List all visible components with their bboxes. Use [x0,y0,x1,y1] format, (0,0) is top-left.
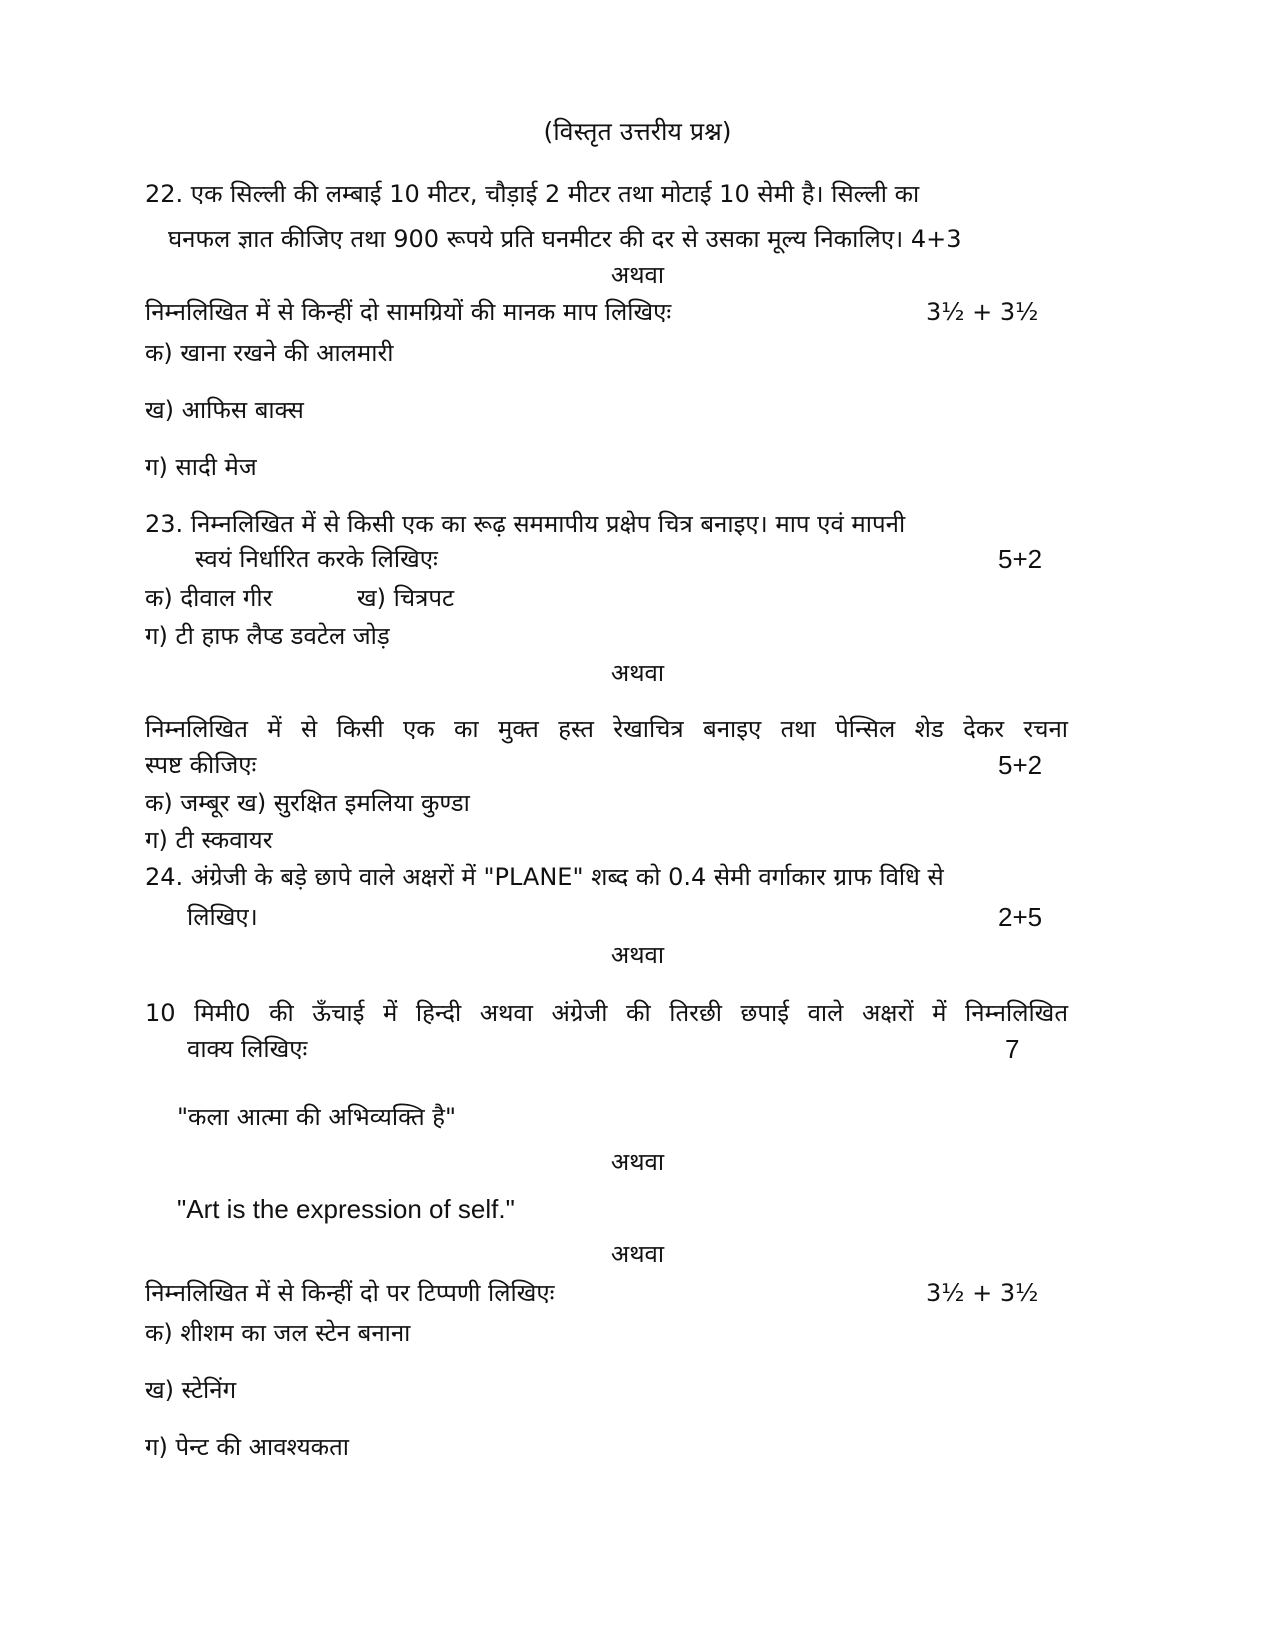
quote-english: "Art is the expression of self." [177,1194,515,1224]
q24-alt-line-1: 10 मिमी0 की ऊँचाई में हिन्दी अथवा अंग्रेजी की तिरछी छपाई वाले अक्षरों में निम्नलिखित [145,999,1068,1027]
q23-alt-option-c: ग) टी स्कवायर [145,826,273,854]
q22-alt-text: निम्नलिखित में से किन्हीं दो सामग्रियों की मानक माप लिखिएः [145,298,672,326]
q22-or: अथवा [610,261,665,289]
q23-line-1: 23. निम्नलिखित में से किसी एक का रूढ़ सममापीय प्रक्षेप चित्र बनाइए। माप एवं मापनी [145,510,906,538]
note-option-c: ग) पेन्ट की आवश्यकता [145,1433,349,1461]
note-option-b: ख) स्टेनिंग [145,1376,237,1404]
q23-line-2: स्वयं निर्धारित करके लिखिएः [195,545,438,573]
q23-alt-marks: 5+2 [998,750,1043,780]
q22-alt-marks: 3½ + 3½ [926,298,1039,326]
q23-alt-line-1: निम्नलिखित में से किसी एक का मुक्त हस्त रेखाचित्र बनाइए तथा पेन्सिल शेड देकर रचना [145,715,1068,743]
q24-or-2: अथवा [610,1148,665,1176]
q23-option-b: ख) चित्रपट [357,584,455,612]
quote-hindi: "कला आत्मा की अभिव्यक्ति है" [177,1103,457,1131]
note-instruction: निम्नलिखित में से किन्हीं दो पर टिप्पणी लिखिएः [145,1279,555,1307]
q23-option-a: क) दीवाल गीर [145,584,273,612]
note-option-a: क) शीशम का जल स्टेन बनाना [145,1319,411,1347]
q23-option-c: ग) टी हाफ लैप्ड डवटेल जोड़ [145,622,390,650]
q22-option-b: ख) आफिस बाक्स [145,396,304,424]
q24-line-1: 24. अंग्रेजी के बड़े छापे वाले अक्षरों में "PLANE" शब्द को 0.4 सेमी वर्गाकार ग्राफ विधि से [145,863,944,891]
q22-line-2: घनफल ज्ञात कीजिए तथा 900 रूपये प्रति घनमीटर की दर से उसका मूल्य निकालिए। 4+3 [168,225,962,253]
q24-alt-line-2: वाक्य लिखिएः [187,1035,308,1063]
note-marks: 3½ + 3½ [926,1279,1039,1307]
q24-alt-marks: 7 [1005,1034,1020,1064]
q24-marks: 2+5 [998,902,1043,932]
q24-line-2: लिखिए। [187,903,258,931]
q22-line-1: 22. एक सिल्ली की लम्बाई 10 मीटर, चौड़ाई 2 मीटर तथा मोटाई 10 सेमी है। सिल्ली का [145,180,920,208]
q24-or: अथवा [610,941,665,969]
q23-marks: 5+2 [998,544,1043,574]
section-heading: (विस्तृत उत्तरीय प्रश्न) [543,117,732,146]
q23-alt-line-2: स्पष्ट कीजिएः [145,751,257,779]
q22-option-a: क) खाना रखने की आलमारी [145,339,394,367]
q23-alt-options-ab: क) जम्बूर ख) सुरक्षित इमलिया कुण्डा [145,789,470,817]
q23-or: अथवा [610,659,665,687]
q22-option-c: ग) सादी मेज [145,453,257,481]
q24-or-3: अथवा [610,1240,665,1268]
